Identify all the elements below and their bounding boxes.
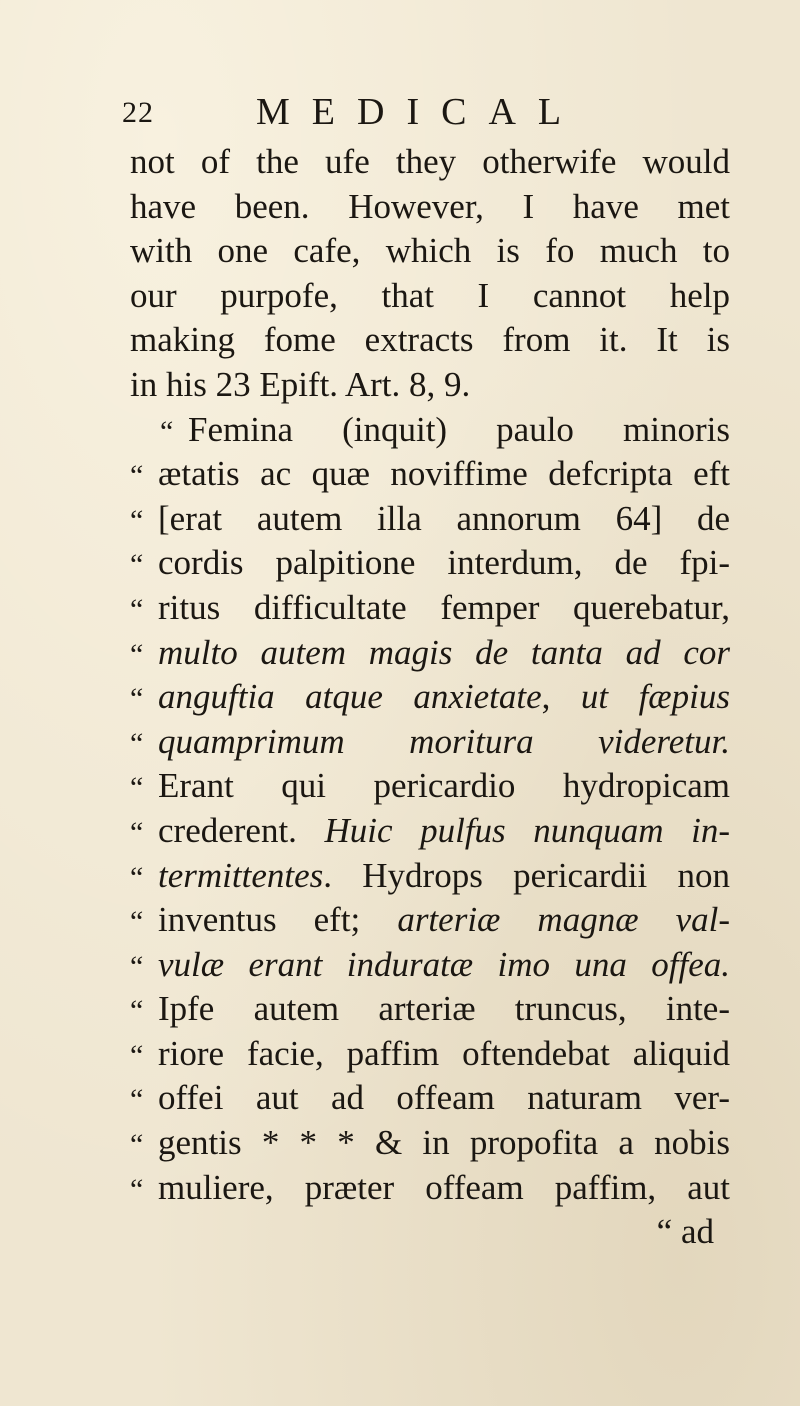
quotation-mark: “ <box>130 949 144 983</box>
text-line: making fome extracts from it. It is <box>130 320 730 360</box>
quote-line <box>130 720 730 765</box>
quote-text: muliere, præter offeam paffim, aut <box>158 1167 730 1207</box>
quotation-mark: “ <box>130 1172 144 1206</box>
page-header <box>122 90 722 140</box>
quotation-mark: “ <box>130 726 144 760</box>
italic-text: ut fæpius <box>580 677 731 717</box>
catchword: “ ad <box>656 1212 714 1252</box>
quote-text: riore facie, paffim oftendebat aliquid <box>158 1033 730 1073</box>
quote-line <box>130 586 730 631</box>
quote-text: cordis palpitione interdum, de fpi- <box>158 543 730 583</box>
italic-text: termittentes <box>158 855 324 895</box>
quotation-mark: “ <box>130 994 144 1028</box>
quotation-mark: “ <box>130 1038 144 1072</box>
quote-text: inventus eft; <box>158 900 398 940</box>
text-line: have been. However, I have met <box>130 186 730 226</box>
quote-line <box>130 541 730 586</box>
quotation-mark: “ <box>130 503 144 537</box>
page-number: 22 <box>122 96 154 129</box>
quotation-mark: “ <box>130 905 144 939</box>
running-head: MEDICAL <box>256 91 584 133</box>
quotation-mark: “ <box>130 771 144 805</box>
italic-text: quamprimum moritura videretur. <box>158 721 730 761</box>
quote-line <box>130 408 730 453</box>
quotation-mark: “ <box>130 815 144 849</box>
quotation-mark: “ <box>130 592 144 626</box>
quote-line <box>130 497 730 542</box>
quote-text: , <box>541 677 581 717</box>
quotation-mark: “ <box>130 860 144 894</box>
italic-text: anguftia atque anxietate <box>158 677 542 717</box>
quote-text: Femina (inquit) paulo minoris <box>188 409 730 449</box>
quote-line <box>130 1121 730 1166</box>
quote-line <box>130 452 730 497</box>
quote-line <box>130 1076 730 1121</box>
quote-text: ætatis ac quæ noviffime defcripta eft <box>158 454 730 494</box>
quote-line <box>130 764 730 809</box>
italic-text: multo autem magis de tanta ad cor <box>158 632 730 672</box>
latin-quotation <box>130 408 730 1211</box>
quote-line <box>130 675 730 720</box>
quotation-mark: “ <box>130 1083 144 1117</box>
quotation-mark: “ <box>130 637 144 671</box>
quote-text: [erat autem illa annorum 64] de <box>158 498 730 538</box>
quote-text: gentis * * * & in propofita a nobis <box>158 1123 730 1163</box>
quote-text: . Hydrops pericardii non <box>323 855 730 895</box>
quote-text: crederent. <box>158 810 325 850</box>
quotation-mark: “ <box>130 548 144 582</box>
quote-line <box>130 1166 730 1211</box>
quote-text: ritus difficultate femper querebatur, <box>158 587 730 627</box>
body-text <box>130 140 730 1255</box>
quote-line <box>130 631 730 676</box>
quote-text: Erant qui pericardio hydropicam <box>158 766 730 806</box>
quotation-mark: “ <box>160 414 174 448</box>
text-line: in his 23 Epift. Art. 8, 9. <box>130 364 471 404</box>
italic-text: Huic pulfus nunquam in- <box>324 810 730 850</box>
quote-text: Ipfe autem arteriæ truncus, inte- <box>158 989 730 1029</box>
quotation-mark: “ <box>130 682 144 716</box>
quotation-mark: “ <box>130 459 144 493</box>
text-line: not of the ufe they otherwife would <box>130 142 730 181</box>
quote-line <box>130 943 730 988</box>
italic-text: vulæ erant induratæ imo una offea. <box>158 944 730 984</box>
quote-text: offei aut ad offeam naturam ver- <box>158 1078 730 1118</box>
quote-line <box>130 987 730 1032</box>
text-line: with one cafe, which is fo much to <box>130 231 730 271</box>
quote-line <box>130 1032 730 1077</box>
quotation-mark: “ <box>130 1128 144 1162</box>
italic-text: arteriæ magnæ val- <box>397 900 730 940</box>
quote-line <box>130 854 730 899</box>
text-line: our purpofe, that I cannot help <box>130 275 730 315</box>
quote-line <box>130 898 730 943</box>
quote-line <box>130 809 730 854</box>
